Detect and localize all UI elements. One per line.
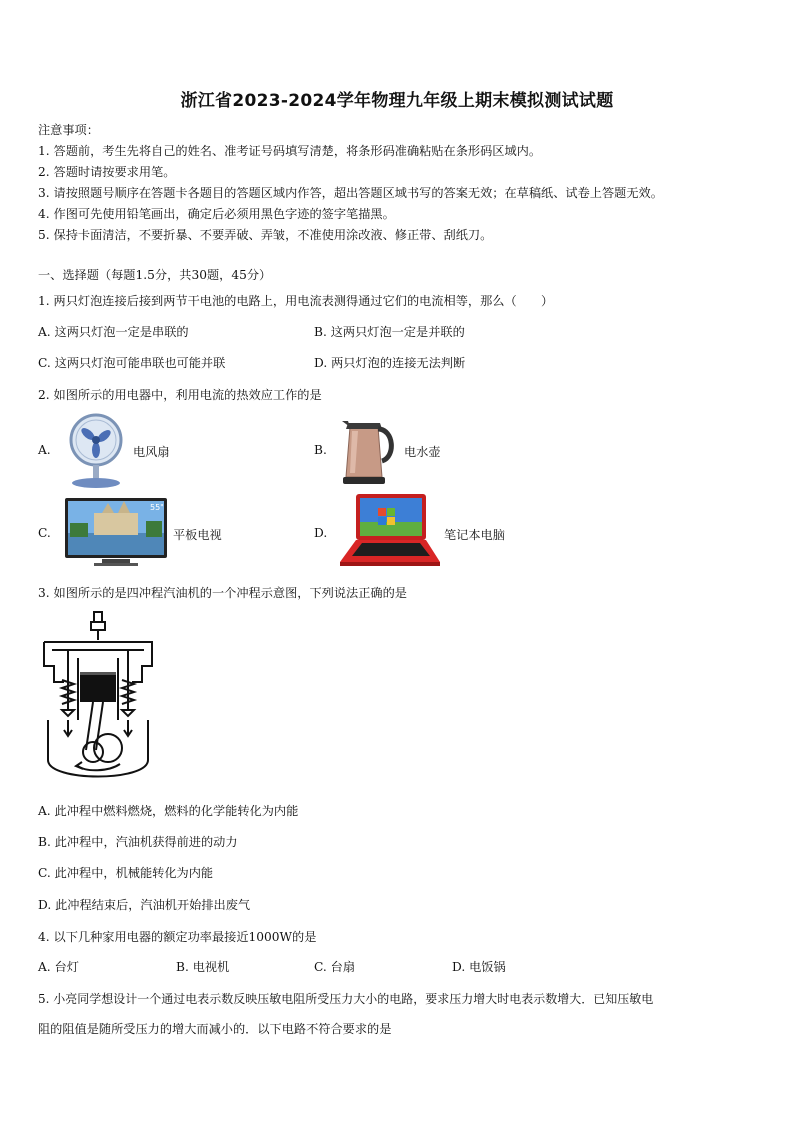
question-5-stem-line-1: 5. 小亮同学想设计一个通过电表示数反映压敏电阻所受压力大小的电路，要求压力增大时电表示数增大．已知压敏电 bbox=[38, 992, 654, 1006]
question-2-option-a-letter: A. bbox=[38, 443, 51, 457]
question-4-stem: 4. 以下几种家用电器的额定功率最接近1000W的是 bbox=[38, 930, 317, 944]
question-3-option-c: C. 此冲程中，机械能转化为内能 bbox=[38, 866, 214, 880]
electric-fan-icon bbox=[62, 410, 128, 490]
question-2-option-b-label: 电水壶 bbox=[404, 445, 441, 459]
question-2-option-d-letter: D. bbox=[314, 526, 328, 540]
question-2-option-c-label: 平板电视 bbox=[173, 528, 222, 542]
question-4-option-c: C. 台扇 bbox=[314, 960, 356, 974]
question-4-option-a: A. 台灯 bbox=[38, 960, 79, 974]
question-1-option-b: B. 这两只灯泡一定是并联的 bbox=[314, 325, 465, 339]
question-2-option-c-letter: C. bbox=[38, 526, 51, 540]
question-1-option-c: C. 这两只灯泡可能串联也可能并联 bbox=[38, 356, 226, 370]
page-title: 浙江省2023-2024学年物理九年级上期末模拟测试试题 bbox=[180, 91, 614, 111]
question-2-stem: 2. 如图所示的用电器中，利用电流的热效应工作的是 bbox=[38, 388, 322, 402]
question-1-option-d: D. 两只灯泡的连接无法判断 bbox=[314, 356, 466, 370]
tv-size-badge: 55" bbox=[150, 503, 164, 512]
question-5-stem-line-2: 阻的阻值是随所受压力的增大而减小的．以下电路不符合要求的是 bbox=[38, 1022, 392, 1036]
notice-heading: 注意事项： bbox=[38, 123, 99, 137]
notice-item: 2. 答题时请按要求用笔。 bbox=[38, 165, 176, 179]
question-3-option-b: B. 此冲程中，汽油机获得前进的动力 bbox=[38, 835, 238, 849]
question-3-option-d: D. 此冲程结束后，汽油机开始排出废气 bbox=[38, 898, 251, 912]
question-1-stem: 1. 两只灯泡连接后接到两节干电池的电路上，用电流表测得通过它们的电流相等，那么（ ） bbox=[38, 294, 554, 308]
notice-item: 3. 请按照题号顺序在答题卡各题目的答题区域内作答，超出答题区域书写的答案无效；在草稿纸、试卷上答题无效。 bbox=[38, 186, 663, 200]
question-2-option-a-label: 电风扇 bbox=[133, 445, 170, 459]
notice-item: 1. 答题前，考生先将自己的姓名、准考证号码填写清楚，将条形码准确粘贴在条形码区域内。 bbox=[38, 144, 542, 158]
engine-stroke-diagram bbox=[38, 610, 158, 788]
laptop-icon bbox=[338, 492, 442, 568]
notice-item: 4. 作图可先使用铅笔画出，确定后必须用黑色字迹的签字笔描黑。 bbox=[38, 207, 395, 221]
question-3-option-a: A. 此冲程中燃料燃烧，燃料的化学能转化为内能 bbox=[38, 804, 299, 818]
question-4-option-d: D. 电饭锅 bbox=[452, 960, 506, 974]
section-heading: 一、选择题（每题1.5分，共30题，45分） bbox=[38, 268, 272, 282]
electric-kettle-icon bbox=[338, 413, 402, 487]
notice-item: 5. 保持卡面清洁，不要折暴、不要弄破、弄皱，不准使用涂改液、修正带、刮纸刀。 bbox=[38, 228, 493, 242]
question-2-option-b-letter: B. bbox=[314, 443, 327, 457]
question-3-stem: 3. 如图所示的是四冲程汽油机的一个冲程示意图，下列说法正确的是 bbox=[38, 586, 407, 600]
question-2-option-d-label: 笔记本电脑 bbox=[444, 528, 505, 542]
question-4-option-b: B. 电视机 bbox=[176, 960, 230, 974]
flat-tv-icon bbox=[64, 497, 168, 567]
question-1-option-a: A. 这两只灯泡一定是串联的 bbox=[38, 325, 189, 339]
